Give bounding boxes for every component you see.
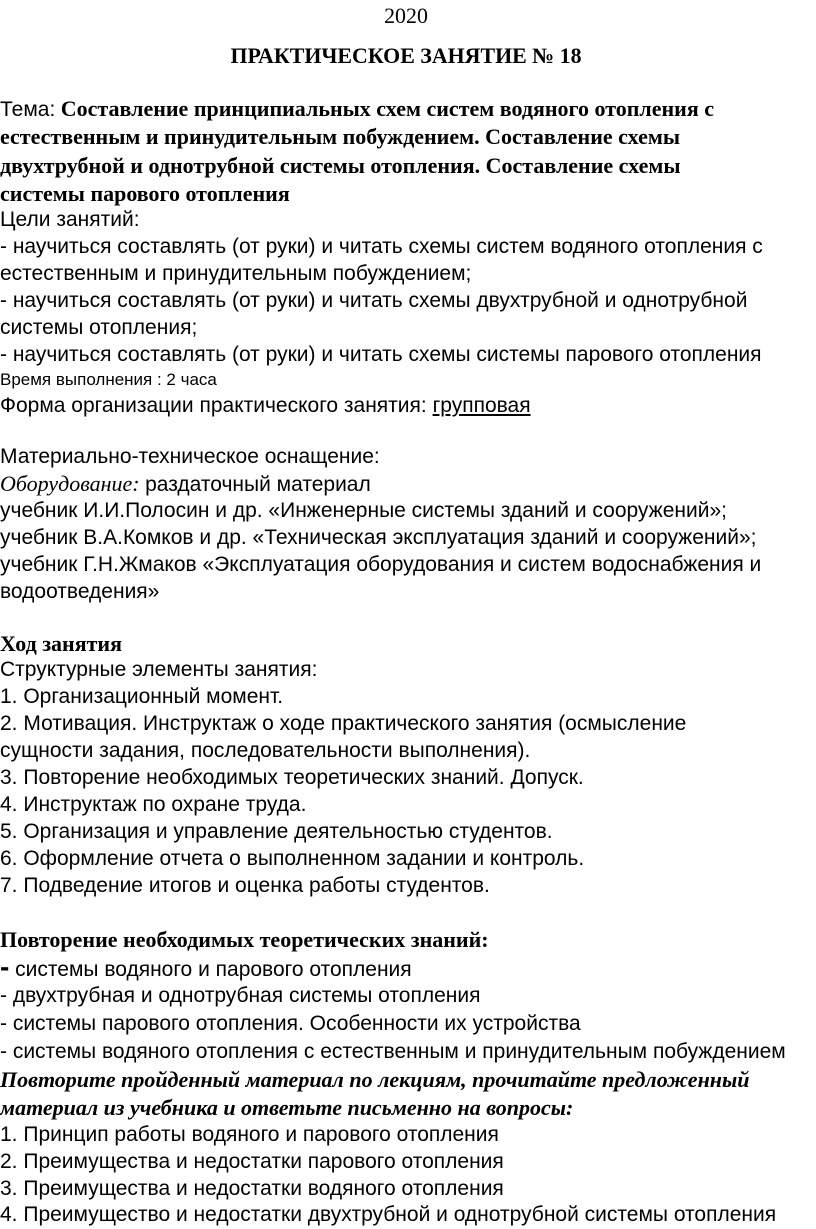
form-line [0,392,531,420]
topic-line-3: двухтрубной и однотрубной системы отопления. Составление схемы [0,153,681,178]
topic-text: Составление принципиальных схем систем водяного отопления с [60,96,715,121]
question-3: 3. Преимущества и недостатки водяного отопления [0,1177,504,1200]
structure-item-2-cont: сущности задания, последовательности выполнения). [0,739,531,762]
topic-line-2: естественным и принудительным побуждением. Составление схемы [0,124,681,149]
question-4: 4. Преимущество и недостатки двухтрубной и однотрубной системы отопления [0,1203,777,1226]
structure-item-1: 1. Организационный момент. [0,685,284,708]
form-value: групповая [432,394,531,417]
question-1: 1. Принцип работы водяного и парового отопления [0,1123,499,1146]
goal-line-1: - научиться составлять (от руки) и читать схемы систем водяного отопления с [0,235,763,258]
topic-line-4: системы парового отопления [0,181,290,206]
equipment-line [0,470,371,499]
instruction-line-2: материал из учебника и ответьте письменно на вопросы: [0,1095,574,1120]
review-item-1 [0,953,412,984]
review-item-1-text: системы водяного и парового отопления [9,958,412,981]
structure-item-7: 7. Подведение итогов и оценка работы студентов. [0,874,490,897]
year: 2020 [384,3,428,28]
goal-line-5: - научиться составлять (от руки) и читать схемы системы парового отопления [0,343,762,366]
topic-line-1 [0,95,714,124]
question-2: 2. Преимущества и недостатки парового отопления [0,1150,504,1173]
review-heading: Повторение необходимых теоретических знаний: [0,927,489,952]
equipment-label: Оборудование: [0,471,140,496]
structure-item-2: 2. Мотивация. Инструктаж о ходе практического занятия (осмысление [0,712,687,735]
structure-item-6: 6. Оформление отчета о выполненном задании и контроль. [0,847,585,870]
textbook-line-2: учебник В.А.Комков и др. «Техническая эксплуатация зданий и сооружений»; [0,526,757,549]
textbook-line-3: учебник Г.Н.Жмаков «Эксплуатация оборудования и систем водоснабжения и [0,553,762,576]
structure-heading: Структурные элементы занятия: [0,658,318,681]
instruction-line-1: Повторите пройденный материал по лекциям, прочитайте предложенный [0,1067,750,1092]
equipment-value: раздаточный материал [145,473,371,496]
goal-line-4: системы отопления; [0,316,198,339]
course-heading: Ход занятия [0,631,123,656]
materials-heading: Материально-техническое оснащение: [0,445,380,468]
topic-label: Тема: [0,98,56,121]
form-label: Форма организации практического занятия: [0,394,427,417]
textbook-line-1: учебник И.И.Полосин и др. «Инженерные системы зданий и сооружений»; [0,499,727,522]
structure-item-4: 4. Инструктаж по охране труда. [0,793,307,816]
page-title: ПРАКТИЧЕСКОЕ ЗАНЯТИЕ № 18 [230,43,582,68]
review-item-4: - системы водяного отопления с естественным и принудительным побуждением [0,1040,786,1063]
structure-item-3: 3. Повторение необходимых теоретических знаний. Допуск. [0,766,584,789]
duration: Время выполнения : 2 часа [0,370,217,389]
review-item-3: - системы парового отопления. Особенности их устройства [0,1012,581,1035]
review-dash: - [0,951,10,982]
goal-line-2: естественным и принудительным побуждением; [0,262,472,285]
textbook-line-4: водоотведения» [0,580,160,603]
goal-line-3: - научиться составлять (от руки) и читать схемы двухтрубной и однотрубной [0,289,748,312]
goals-heading: Цели занятий: [0,208,140,231]
review-item-2: - двухтрубная и однотрубная системы отопления [0,984,481,1007]
structure-item-5: 5. Организация и управление деятельностью студентов. [0,820,553,843]
